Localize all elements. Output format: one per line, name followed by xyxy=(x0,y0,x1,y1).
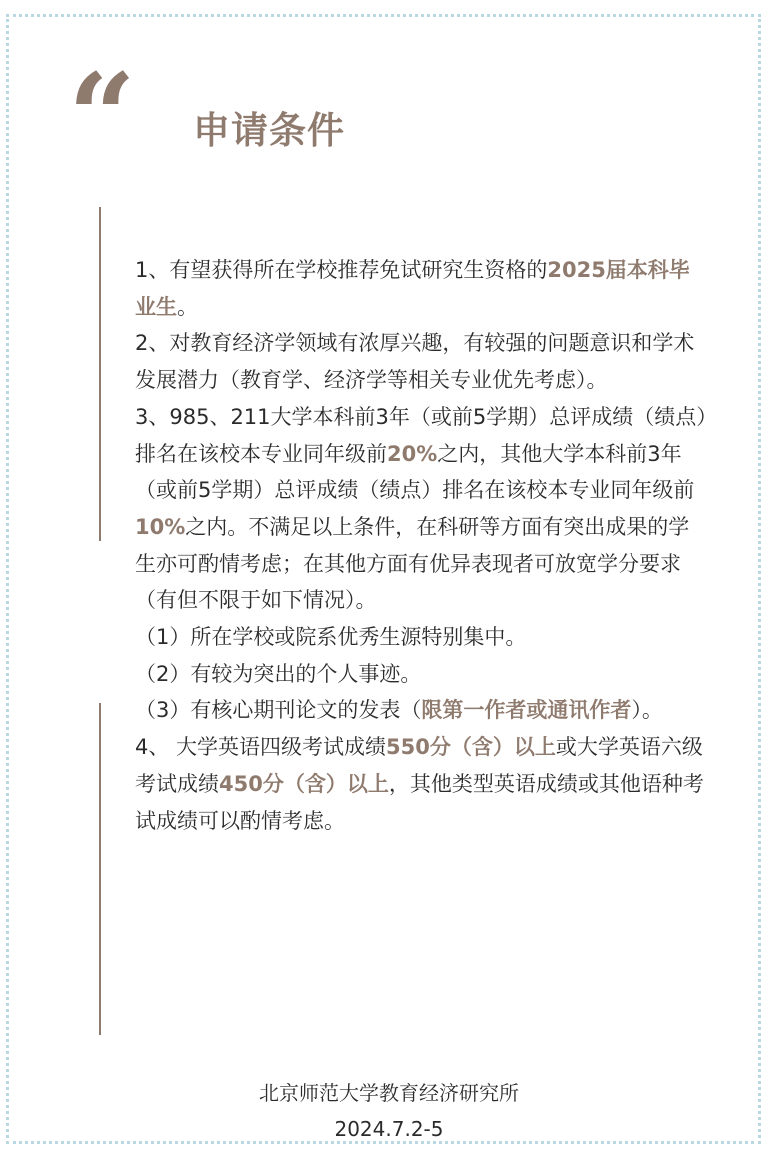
highlight-rank-985: 20% xyxy=(387,441,438,466)
highlight-cet6: 450分（含）以上 xyxy=(219,771,389,796)
condition-item-3: 3、985、211大学本科前3年（或前5学期）总评成绩（绩点）排名在该校本专业同年级前20%之内，其他大学本科前3年（或前5学期）总评成绩（绩点）排名在该校本专业同年级前10%之内。不满足以上条件，在科研等方面有突出成果的学生亦可酌情考虑；在其他方面有优异表现者可放宽学分要求（有但不限于如下情况）。 xyxy=(135,404,707,613)
highlight-graduate-year: 2025届本科毕业生 xyxy=(135,258,690,319)
accent-bar-top xyxy=(99,207,101,541)
condition-subitem-3: （3）有核心期刊论文的发表（限第一作者或通讯作者）。 xyxy=(135,698,663,723)
highlight-author: 限第一作者或通讯作者 xyxy=(421,698,632,723)
highlight-cet4: 550分（含）以上 xyxy=(386,735,556,760)
accent-bar-bottom xyxy=(99,703,101,1035)
footer-organization: 北京师范大学教育经济研究所 xyxy=(259,1081,519,1105)
condition-subitem-1: （1）所在学校或院系优秀生源特别集中。 xyxy=(135,625,527,650)
condition-item-1: 1、有望获得所在学校推荐免试研究生资格的2025届本科毕业生。 xyxy=(135,258,690,319)
section-title: 申请条件 xyxy=(193,109,345,152)
condition-item-2: 2、对教育经济学领域有浓厚兴趣，有较强的问题意识和学术发展潜力（教育学、经济学等相关专业优先考虑）。 xyxy=(135,331,695,393)
quote-mark-icon: “ xyxy=(68,47,136,186)
conditions-list xyxy=(135,252,707,839)
condition-subitem-2: （2）有较为突出的个人事迹。 xyxy=(135,661,422,686)
footer-date: 2024.7.2-5 xyxy=(334,1117,444,1141)
condition-item-4: 4、 大学英语四级考试成绩550分（含）以上或大学英语六级考试成绩450分（含）以上，其他类型英语成绩或其他语种考试成绩可以酌情考虑。 xyxy=(135,735,704,833)
highlight-rank-other: 10% xyxy=(135,514,186,539)
